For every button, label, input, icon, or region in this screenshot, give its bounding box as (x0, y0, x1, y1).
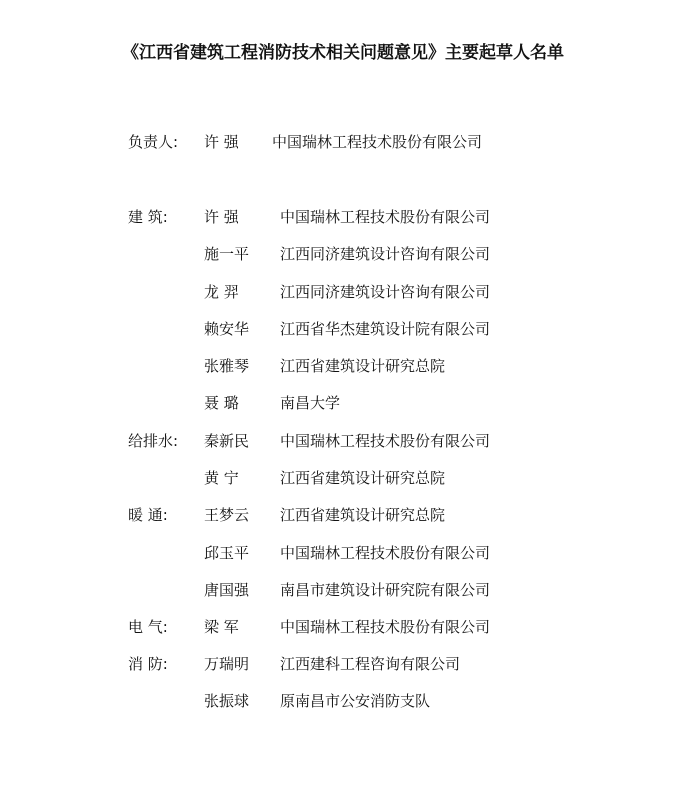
organization: 中国瑞林工程技术股份有限公司 (280, 618, 491, 636)
organization: 南昌市建筑设计研究院有限公司 (280, 581, 491, 599)
person-name: 聂 璐 (204, 394, 239, 412)
member-row (0, 317, 686, 341)
role-label: 建 筑: (128, 208, 168, 226)
role-label: 给排水: (128, 432, 179, 450)
organization: 中国瑞林工程技术股份有限公司 (280, 544, 491, 562)
organization: 江西省建筑设计研究总院 (280, 506, 446, 524)
person-name: 秦新民 (204, 432, 250, 450)
organization: 江西省华杰建筑设计院有限公司 (280, 320, 491, 338)
member-row (0, 429, 686, 453)
member-row (0, 466, 686, 490)
organization: 江西省建筑设计研究总院 (280, 469, 446, 487)
role-label: 负责人: (128, 133, 179, 151)
member-row (0, 652, 686, 676)
organization: 江西省建筑设计研究总院 (280, 357, 446, 375)
head-row (0, 130, 686, 154)
person-name: 张雅琴 (204, 357, 250, 375)
document-title: 《江西省建筑工程消防技术相关问题意见》主要起草人名单 (122, 43, 564, 63)
organization: 江西建科工程咨询有限公司 (280, 655, 461, 673)
member-row (0, 578, 686, 602)
member-row (0, 689, 686, 713)
person-name: 龙 羿 (204, 283, 239, 301)
person-name: 邱玉平 (204, 544, 250, 562)
person-name: 唐国强 (204, 581, 250, 599)
organization: 原南昌市公安消防支队 (280, 692, 431, 710)
role-label: 暖 通: (128, 506, 168, 524)
member-row (0, 503, 686, 527)
member-row (0, 354, 686, 378)
organization: 江西同济建筑设计咨询有限公司 (280, 283, 491, 301)
person-name: 黄 宁 (204, 469, 239, 487)
person-name: 许 强 (204, 133, 239, 151)
member-row (0, 205, 686, 229)
member-row (0, 391, 686, 415)
organization: 中国瑞林工程技术股份有限公司 (272, 133, 483, 151)
role-label: 消 防: (128, 655, 168, 673)
person-name: 许 强 (204, 208, 239, 226)
organization: 南昌大学 (280, 394, 341, 412)
member-row (0, 615, 686, 639)
organization: 中国瑞林工程技术股份有限公司 (280, 208, 491, 226)
member-row (0, 242, 686, 266)
person-name: 张振球 (204, 692, 250, 710)
person-name: 赖安华 (204, 320, 250, 338)
organization: 江西同济建筑设计咨询有限公司 (280, 245, 491, 263)
member-row (0, 280, 686, 304)
member-row (0, 541, 686, 565)
role-label: 电 气: (128, 618, 168, 636)
person-name: 施一平 (204, 245, 250, 263)
person-name: 万瑞明 (204, 655, 250, 673)
person-name: 梁 军 (204, 618, 239, 636)
organization: 中国瑞林工程技术股份有限公司 (280, 432, 491, 450)
person-name: 王梦云 (204, 506, 250, 524)
